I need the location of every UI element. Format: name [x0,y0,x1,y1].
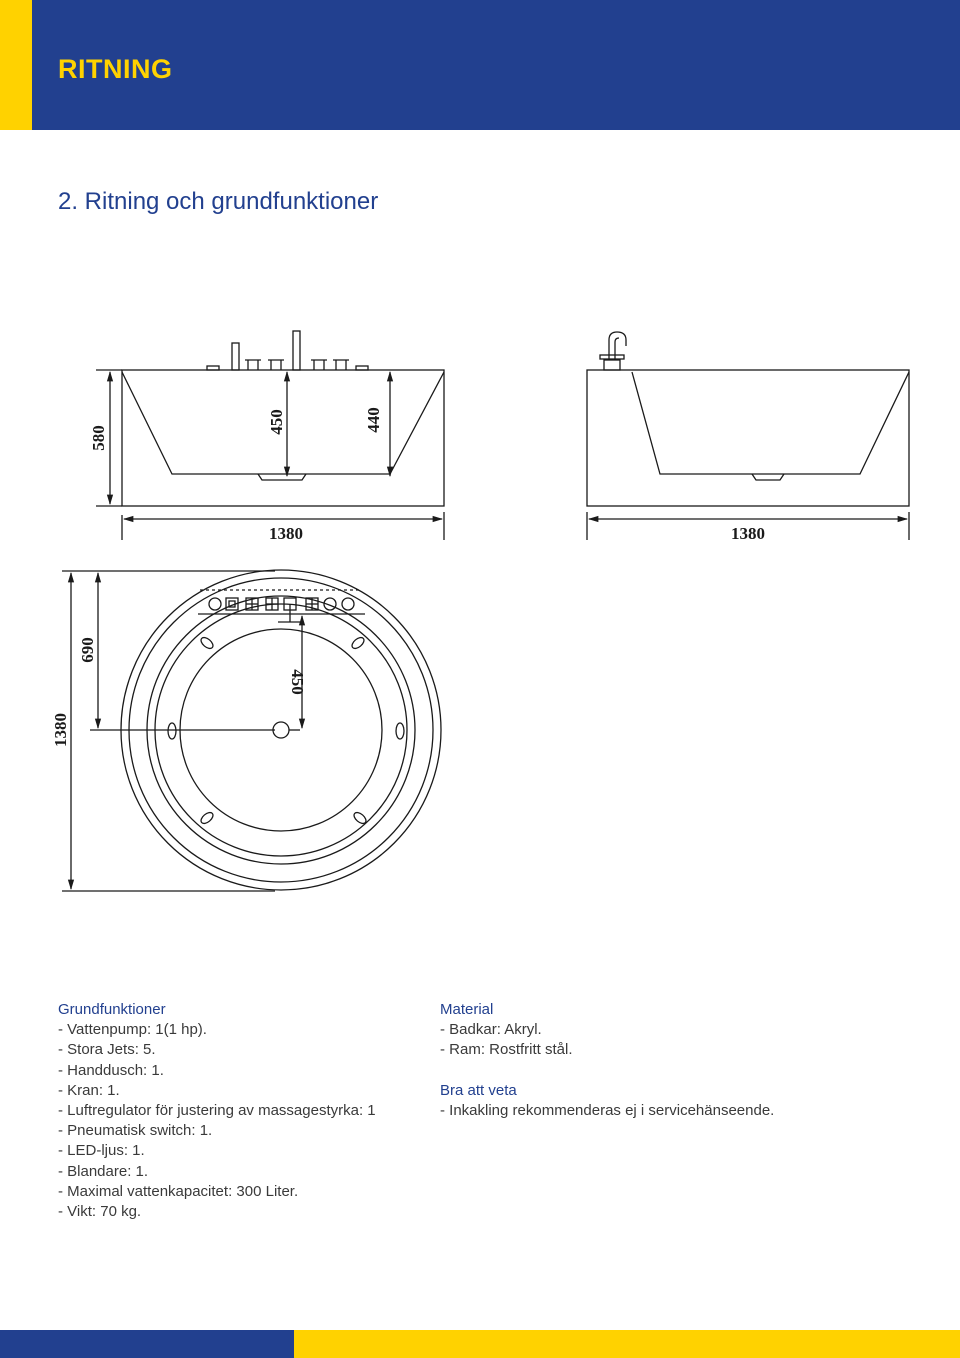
dim-depth-440: 440 [364,407,383,433]
functions-item: - Luftregulator för justering av massagestyrka: 1 [58,1102,376,1120]
tips-item: - Inkakling rekommenderas ej i servicehänseende. [440,1101,775,1119]
tips-heading: Bra att veta [440,1081,517,1099]
functions-item: - Handdusch: 1. [58,1061,164,1079]
dim-width-left: 1380 [269,524,303,543]
dim-diameter-1380: 1380 [51,713,70,747]
material-column [440,1000,900,1121]
material-item: - Badkar: Akryl. [440,1021,542,1039]
functions-item: - LED-ljus: 1. [58,1142,145,1160]
spacer [440,1061,900,1081]
functions-item: - Stora Jets: 5. [58,1041,156,1059]
dim-depth-450: 450 [267,409,286,435]
functions-item: - Vattenpump: 1(1 hp). [58,1021,207,1039]
functions-heading: Grundfunktioner [58,1001,166,1018]
functions-item: - Vikt: 70 kg. [58,1203,142,1221]
technical-drawing [0,300,960,920]
material-heading: Material [440,1001,494,1018]
top-view [62,570,441,891]
functions-item: - Pneumatisk switch: 1. [58,1122,213,1140]
side-view-right [587,332,909,540]
functions-column [58,1000,428,1222]
header-accent [0,0,32,130]
material-item: - Ram: Rostfritt stål. [440,1041,573,1059]
dim-depth-top-450: 450 [288,669,307,695]
footer-bar-yellow [294,1330,960,1358]
functions-item: - Blandare: 1. [58,1162,149,1180]
dim-half-690: 690 [78,637,97,663]
section-title: 2. Ritning och grundfunktioner [58,188,379,215]
functions-item: - Kran: 1. [58,1081,120,1099]
dim-width-right: 1380 [731,524,765,543]
footer-bar-blue [0,1330,294,1358]
dim-height-580: 580 [89,425,108,451]
page-header-title: RITNING [58,54,173,84]
functions-item: - Maximal vattenkapacitet: 300 Liter. [58,1182,299,1200]
